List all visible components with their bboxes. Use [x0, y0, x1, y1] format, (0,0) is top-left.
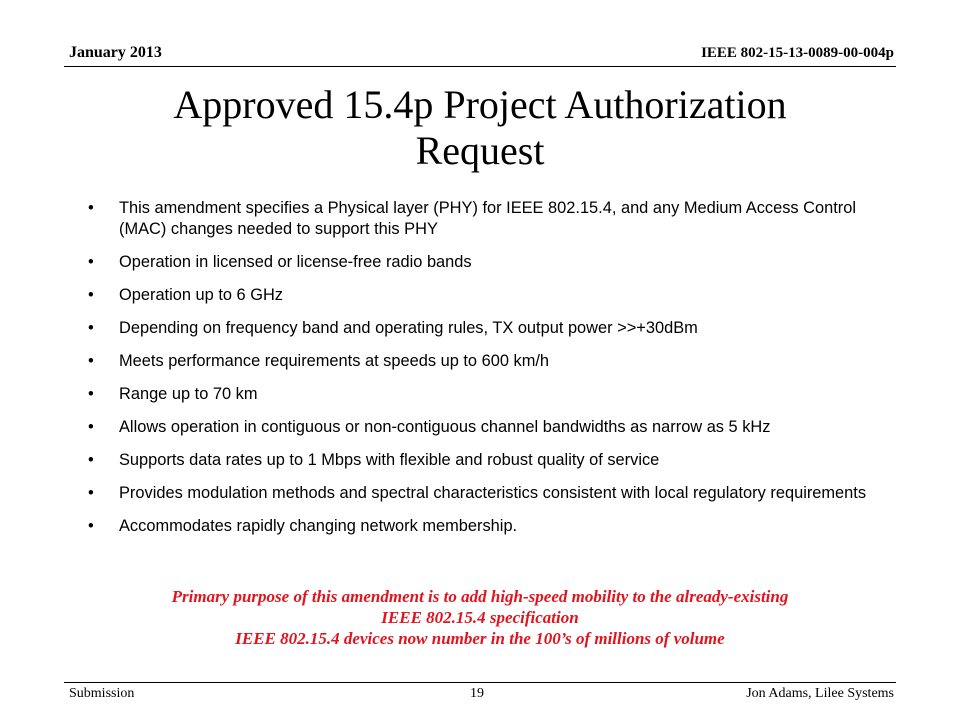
bullet-text: Supports data rates up to 1 Mbps with flexible and robust quality of service [119, 451, 660, 469]
bullet-marker: • [88, 451, 94, 469]
bullet-item [88, 285, 888, 306]
bullet-marker: • [88, 385, 94, 403]
bullet-marker: • [88, 352, 94, 370]
bullet-marker: • [88, 286, 94, 304]
emphasis-line-2: IEEE 802.15.4 specification [381, 608, 579, 627]
bullet-text: Operation up to 6 GHz [119, 286, 283, 304]
bullet-text: Operation in licensed or license-free radio bands [119, 253, 472, 271]
bullet-marker: • [88, 418, 94, 436]
bullet-item [88, 384, 888, 405]
emphasis-line-1: Primary purpose of this amendment is to add high-speed mobility to the already-existing [171, 587, 789, 606]
bullet-item [88, 483, 888, 504]
bullet-item [88, 450, 888, 471]
emphasis-line-3: IEEE 802.15.4 devices now number in the 100’s of millions of volume [235, 629, 725, 648]
bullet-item [88, 417, 888, 438]
header-date: January 2013 [69, 44, 162, 61]
bullet-list [88, 198, 888, 549]
footer-author: Jon Adams, Lilee Systems [746, 686, 894, 701]
emphasis-note [60, 586, 900, 649]
slide-title-line-2: Request [415, 128, 545, 173]
bullet-item [88, 351, 888, 372]
bullet-item [88, 318, 888, 339]
bullet-text: Depending on frequency band and operating rules, TX output power >>+30dBm [119, 319, 698, 337]
bullet-marker: • [88, 199, 94, 217]
bullet-item [88, 252, 888, 273]
bullet-item [88, 516, 888, 537]
bullet-marker: • [88, 253, 94, 271]
footer-divider [64, 682, 896, 683]
header-divider [64, 66, 896, 67]
bullet-text: Provides modulation methods and spectral characteristics consistent with local regulatory requirements [119, 484, 867, 502]
bullet-text: Allows operation in contiguous or non-contiguous channel bandwidths as narrow as 5 kHz [119, 418, 771, 436]
bullet-item [88, 198, 888, 240]
bullet-marker: • [88, 319, 94, 337]
bullet-text: Meets performance requirements at speeds up to 600 km/h [119, 352, 550, 370]
slide-title [96, 82, 864, 174]
footer-submission-label: Submission [69, 686, 135, 701]
bullet-marker: • [88, 484, 94, 502]
bullet-text: Range up to 70 km [119, 385, 258, 403]
bullet-text: Accommodates rapidly changing network membership. [119, 517, 518, 535]
header-document-id: IEEE 802-15-13-0089-00-004p [701, 45, 894, 61]
bullet-marker: • [88, 517, 94, 535]
bullet-text: This amendment specifies a Physical layer (PHY) for IEEE 802.15.4, and any Medium Access Control (MAC) changes needed to support this PHY [119, 199, 857, 238]
slide-title-line-1: Approved 15.4p Project Authorization [173, 82, 787, 127]
footer-page-number: 19 [470, 686, 484, 701]
